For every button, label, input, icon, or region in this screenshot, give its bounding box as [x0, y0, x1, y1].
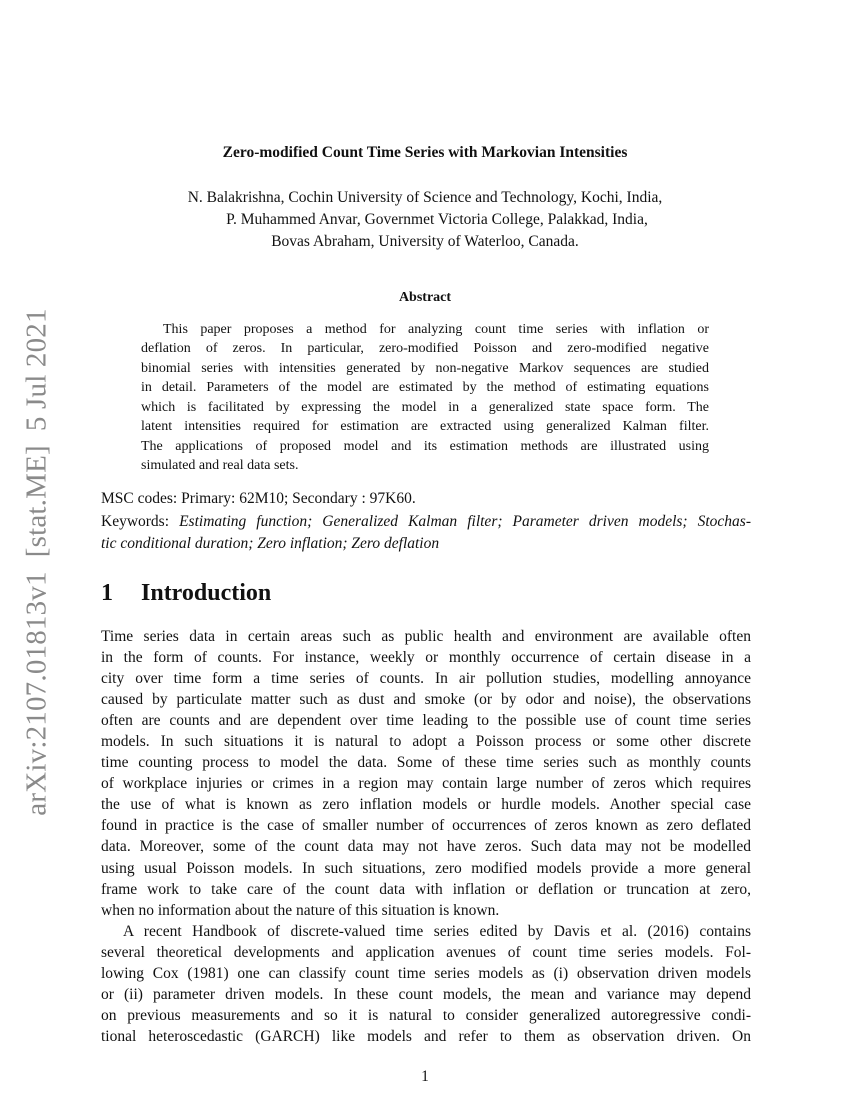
paper-title: Zero-modified Count Time Series with Markovian Intensities	[222, 144, 628, 161]
text-line: in the form of counts. For instance, weekly or monthly occurrence of certain disease in a	[101, 649, 751, 667]
text-line: using usual Poisson models. In such situations, zero modified models provide a more general	[101, 859, 751, 877]
author-list	[0, 187, 850, 253]
author-line: P. Muhammed Anvar, Governmet Victoria College, Palakkad, India,	[226, 211, 648, 228]
paper-metadata	[101, 488, 751, 556]
text-line: caused by particulate matter such as dust and smoke (or by odor and noise), the observations	[101, 691, 751, 709]
text-line: tional heteroscedastic (GARCH) like models and refer to them as observation driven. On	[101, 1027, 751, 1045]
keywords-line	[101, 533, 751, 556]
keywords-text: tic conditional duration; Zero inflation; Zero deflation	[101, 535, 440, 552]
text-line: time counting process to model the data. Some of these time series such as monthly counts	[101, 754, 751, 772]
text-line: found in practice is the case of smaller number of occurrences of zeros known as zero deflated	[101, 817, 751, 835]
msc-codes: MSC codes: Primary: 62M10; Secondary : 97K60.	[101, 490, 416, 507]
text-line: lowing Cox (1981) one can classify count time series models as (i) observation driven models	[101, 964, 751, 982]
text-line: several theoretical developments and application avenues of count time series models. Fol-	[101, 943, 751, 961]
text-line: deflation of zeros. In particular, zero-modified Poisson and zero-modified negative	[141, 341, 709, 357]
text-line: models. In such situations it is natural to adopt a Poisson process or some other discrete	[101, 733, 751, 751]
author-line: Bovas Abraham, University of Waterloo, Canada.	[271, 233, 579, 250]
text-line: frame work to take care of the count data with inflation or deflation or truncation at zero,	[101, 880, 751, 898]
arxiv-date: 5 Jul 2021	[20, 308, 53, 432]
text-line: Time series data in certain areas such as public health and environment are available often	[101, 628, 751, 645]
author-line: N. Balakrishna, Cochin University of Science and Technology, Kochi, India,	[187, 189, 663, 206]
text-line: The applications of proposed model and its estimation methods are illustrated using	[141, 438, 709, 454]
arxiv-id: arXiv:2107.01813v1	[20, 571, 53, 816]
paragraph	[101, 921, 751, 1047]
page-number: 1	[421, 1068, 429, 1085]
text-line: the use of what is known as zero inflation models or hurdle models. Another special case	[101, 796, 751, 814]
text-line: A recent Handbook of discrete-valued time series edited by Davis et al. (2016) contains	[123, 922, 751, 940]
text-line: which is facilitated by expressing the model in a generalized state space form. The	[141, 399, 709, 415]
text-line: in detail. Parameters of the model are estimated by the method of estimating equations	[141, 380, 709, 396]
text-line: simulated and real data sets.	[141, 458, 299, 474]
text-line: of workplace injuries or crimes in a region may contain large number of zeros which requires	[101, 775, 751, 793]
paragraph	[101, 626, 751, 921]
keywords-line	[101, 511, 751, 534]
keywords-text: Estimating function; Generalized Kalman filter; Parameter driven models; Stochas-	[179, 512, 752, 530]
text-line: city over time form a time series of counts. In air pollution studies, modelling annoyance	[101, 670, 751, 688]
text-line: on previous measurements and so it is natural to consider generalized autoregressive condi-	[101, 1006, 751, 1024]
text-line: latent intensities required for estimation are extracted using generalized Kalman filter.	[141, 419, 709, 435]
arxiv-category: [stat.ME]	[20, 445, 53, 558]
arxiv-stamp	[21, 294, 54, 815]
abstract-heading: Abstract	[398, 290, 452, 305]
section-body	[101, 626, 751, 1047]
text-line: data. Moreover, some of the count data may not have zeros. Such data may not be modelled	[101, 838, 751, 856]
text-line: when no information about the nature of this situation is known.	[101, 901, 500, 919]
section-heading	[101, 580, 271, 607]
text-line: or (ii) parameter driven models. In these count models, the mean and variance may depend	[101, 985, 751, 1003]
abstract-body	[141, 320, 709, 476]
section-number: 1	[101, 580, 113, 606]
text-line: binomial series with intensities generated by non-negative Markov sequences are studied	[141, 360, 709, 376]
text-line: often are counts and are dependent over time leading to the possible use of count time series	[101, 712, 751, 730]
keywords-label: Keywords:	[101, 512, 170, 530]
section-title: Introduction	[141, 580, 272, 606]
text-line: This paper proposes a method for analyzing count time series with inflation or	[163, 322, 709, 337]
